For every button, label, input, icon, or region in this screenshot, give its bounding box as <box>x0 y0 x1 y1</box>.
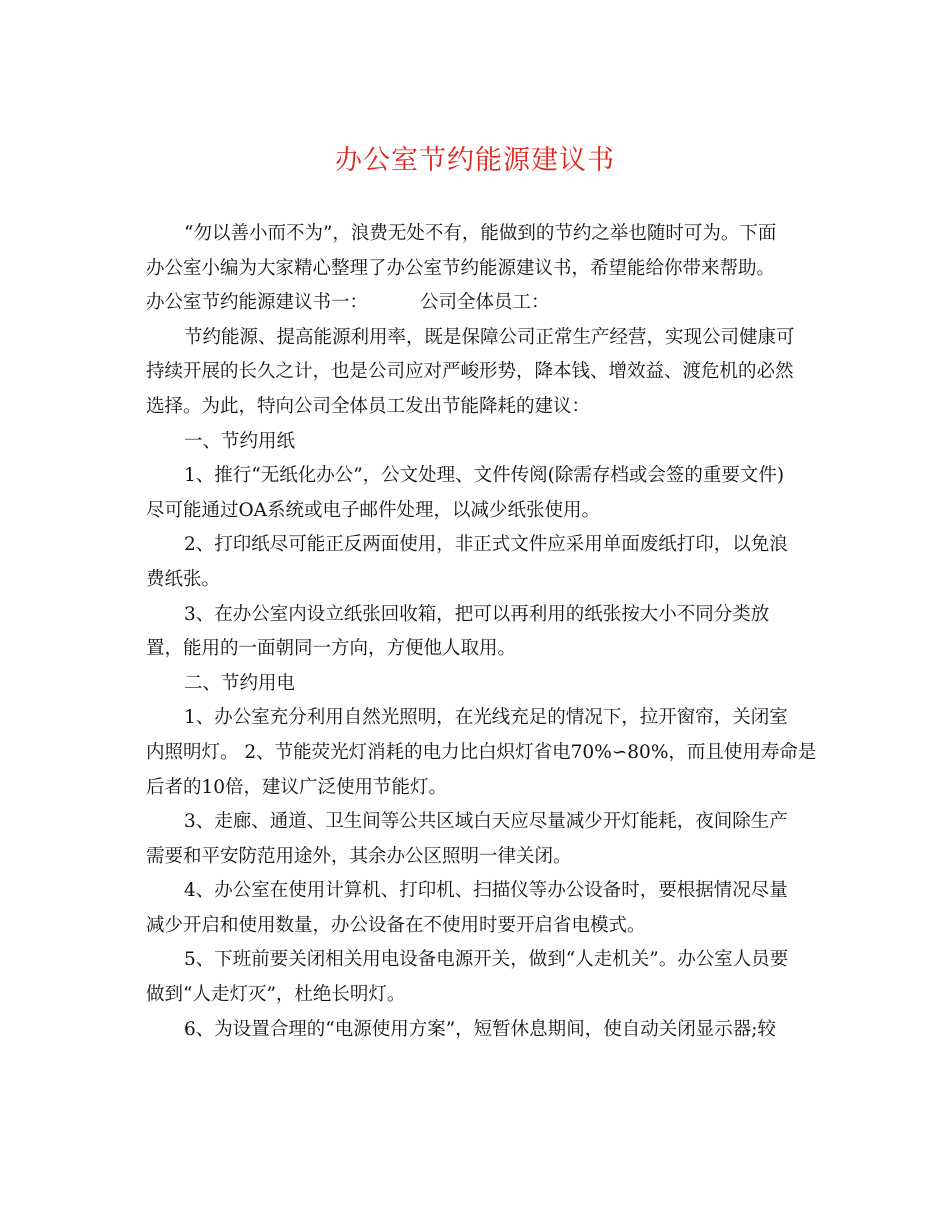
electricity-item-5-line: 5、下班前要关闭相关用电设备电源开关，做到“人走机关”。办公室人员要 <box>184 949 789 971</box>
section-heading-electricity: 二、节约用电 <box>184 672 296 694</box>
electricity-item-4-line: 4、办公室在使用计算机、打印机、扫描仪等办公设备时，要根据情况尽量 <box>184 880 788 902</box>
paper-item-3-line: 3、在办公室内设立纸张回收箱，把可以再利用的纸张按大小不同分类放 <box>184 603 770 625</box>
intro-line: 办公室小编为大家精心整理了办公室节约能源建议书，希望能给你带来帮助。 <box>146 257 776 279</box>
paper-item-2-line: 2、打印纸尽可能正反两面使用，非正式文件应采用单面废纸打印，以免浪 <box>184 534 788 556</box>
electricity-item-6-line: 6、为设置合理的“电源使用方案”，短暂休息期间，使自动关闭显示器;较 <box>184 1018 776 1040</box>
paragraph-line: 节约能源、提高能源利用率，既是保障公司正常生产经营，实现公司健康可 <box>184 326 795 348</box>
paper-item-2-line: 费纸张。 <box>146 568 221 590</box>
letter-heading: 办公室节约能源建议书一： <box>146 292 369 314</box>
electricity-item-1-line: 内照明灯。 2、节能荧光灯消耗的电力比白炽灯省电70%∽80%，而且使用寿命是 <box>146 741 817 763</box>
document-body <box>146 217 817 1047</box>
section-heading-paper: 一、节约用纸 <box>184 430 296 452</box>
electricity-item-4-line: 减少开启和使用数量，办公设备在不使用时要开启省电模式。 <box>146 914 646 936</box>
electricity-item-3-line: 3、走廊、通道、卫生间等公共区域白天应尽量减少开灯能耗，夜间除生产 <box>184 811 788 833</box>
paragraph-line: 持续开展的长久之计，也是公司应对严峻形势，降本钱、增效益、渡危机的必然 <box>146 361 794 383</box>
paper-item-1-line: 1、推行“无纸化办公”，公文处理、文件传阅(除需存档或会签的重要文件) <box>184 465 785 487</box>
intro-line: “勿以善小而不为”，浪费无处不有，能做到的节约之举也随时可为。下面 <box>184 223 777 244</box>
electricity-item-5-line: 做到“人走灯灭”，杜绝长明灯。 <box>146 984 406 1006</box>
electricity-item-1-line: 后者的10倍，建议广泛使用节能灯。 <box>146 776 448 798</box>
electricity-item-1-line: 1、办公室充分利用自然光照明，在光线充足的情况下，拉开窗帘，关闭室 <box>184 707 788 729</box>
paragraph-line: 选择。为此，特向公司全体员工发出节能降耗的建议： <box>146 395 591 417</box>
electricity-item-3-line: 需要和平安防范用途外，其余办公区照明一律关闭。 <box>146 845 572 867</box>
paper-item-3-line: 置，能用的一面朝同一方向，方便他人取用。 <box>146 638 517 660</box>
letter-heading-line <box>146 286 806 321</box>
salutation: 公司全体员工： <box>420 292 550 314</box>
paper-item-1-line: 尽可能通过OA系统或电子邮件处理，以减少纸张使用。 <box>146 499 601 521</box>
document-title: 办公室节约能源建议书 <box>335 145 615 176</box>
